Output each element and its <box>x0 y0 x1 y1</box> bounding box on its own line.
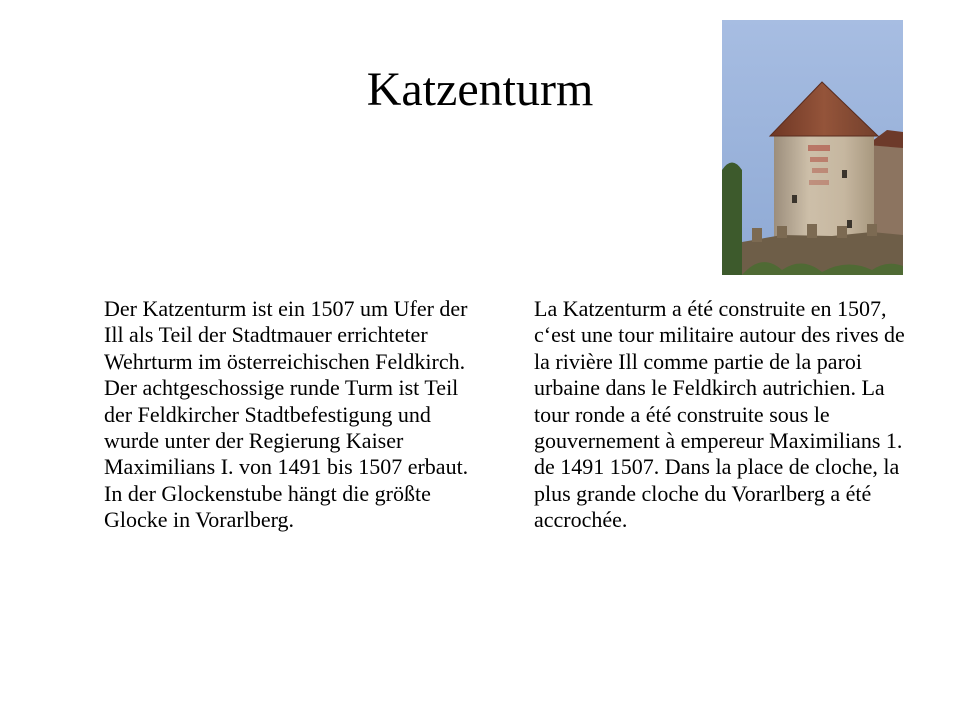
german-description: Der Katzenturm ist ein 1507 um Ufer der Ill als Teil der Stadtmauer errichteter Wehrturm im österreichischen Feldkirch. Der achtgeschossige runde Turm ist Teil der Feldkircher Stadtbefestigung und wurde unter der Regierung Kaiser Maximilians I. von 1491 bis 1507 erbaut. In der Glockenstube hängt die größte Glocke in Vorarlberg. <box>104 296 469 533</box>
katzenturm-photo <box>722 20 903 275</box>
french-description: La Katzenturm a été construite en 1507, c‘est une tour militaire autour des rives de la rivière Ill comme partie de la paroi urbaine dans le Feldkirch autrichien. La tour ronde a été construite sous le gouvernement à empereur Maximilians 1. de 1491 1507. Dans la place de cloche, la plus grande cloche du Vorarlberg a été accrochée. <box>534 296 905 533</box>
slide-title: Katzenturm <box>366 63 594 116</box>
